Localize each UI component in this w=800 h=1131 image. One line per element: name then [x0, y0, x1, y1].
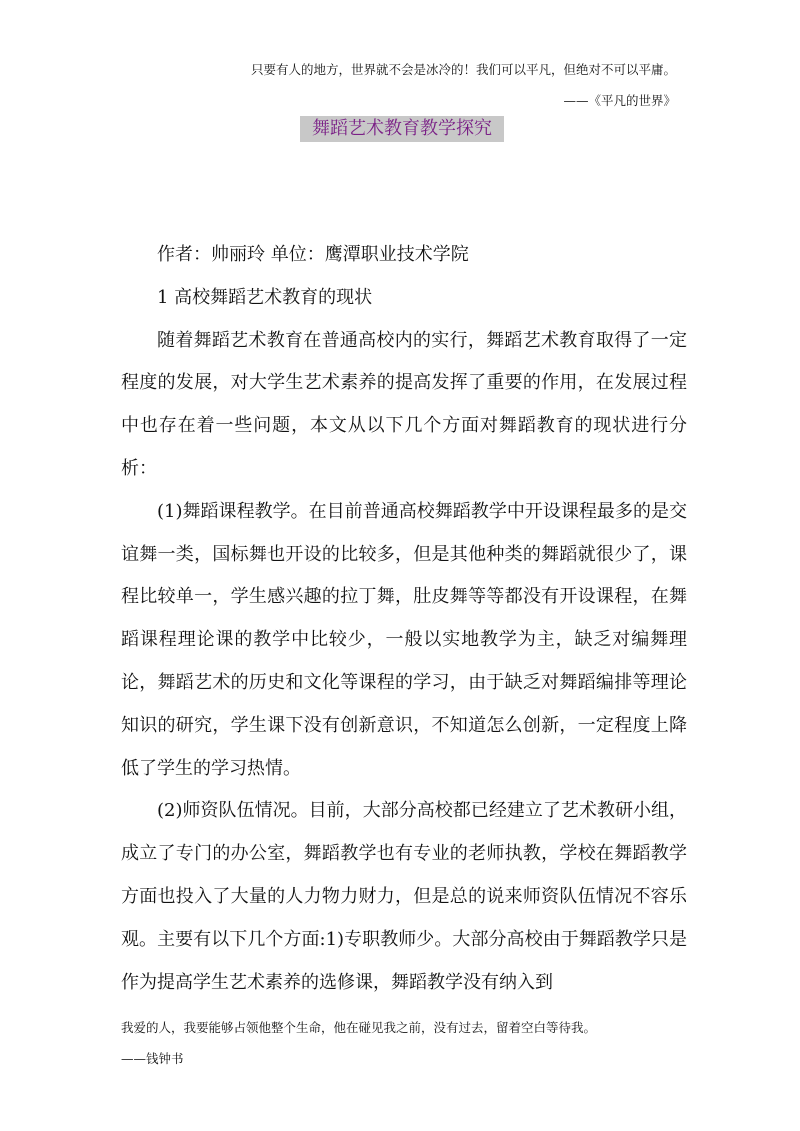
header-quote-source: ——《平凡的世界》 — [563, 93, 676, 108]
footer-quote-source: ——钱钟书 — [121, 1051, 184, 1066]
document-title: 舞蹈艺术教育教学探究 — [300, 116, 504, 142]
author-line: 作者：帅丽玲 单位：鹰潭职业技术学院 — [157, 244, 469, 265]
body-paragraph: (1)舞蹈课程教学。在目前普通高校舞蹈教学中开设课程最多的是交谊舞一类，国标舞也开设的比较多，但是其他种类的舞蹈就很少了，课程比较单一，学生感兴趣的拉丁舞，肚皮舞等等都没有开设课程，在舞蹈课程理论课的教学中比较少，一般以实地教学为主，缺乏对编舞理论，舞蹈艺术的历史和文化等课程的学习，由于缺乏对舞蹈编排等理论知识的研究，学生课下没有创新意识，不知道怎么创新，一定程度上降低了学生的学习热情。 — [121, 500, 687, 779]
section-heading: 1 高校舞蹈艺术教育的现状 — [157, 286, 373, 308]
header-quote: 只要有人的地方，世界就不会是冰冷的！我们可以平凡，但绝对不可以平庸。 — [250, 62, 676, 77]
body-paragraph: 随着舞蹈艺术教育在普通高校内的实行，舞蹈艺术教育取得了一定程度的发展，对大学生艺术素养的提高发挥了重要的作用，在发展过程中也存在着一些问题，本文从以下几个方面对舞蹈教育的现状进行分析： — [121, 329, 687, 479]
document-body — [121, 234, 687, 1004]
body-paragraph: (2)师资队伍情况。目前，大部分高校都已经建立了艺术教研小组，成立了专门的办公室，舞蹈教学也有专业的老师执教，学校在舞蹈教学方面也投入了大量的人力物力财力，但是总的说来师资队伍情况不容乐观。主要有以下几个方面:1)专职教师少。大部分高校由于舞蹈教学只是作为提高学生艺术素养的选修课，舞蹈教学没有纳入到 — [121, 800, 687, 993]
footer-quote: 我爱的人，我要能够占领他整个生命，他在碰见我之前，没有过去，留着空白等待我。 — [121, 1020, 597, 1035]
